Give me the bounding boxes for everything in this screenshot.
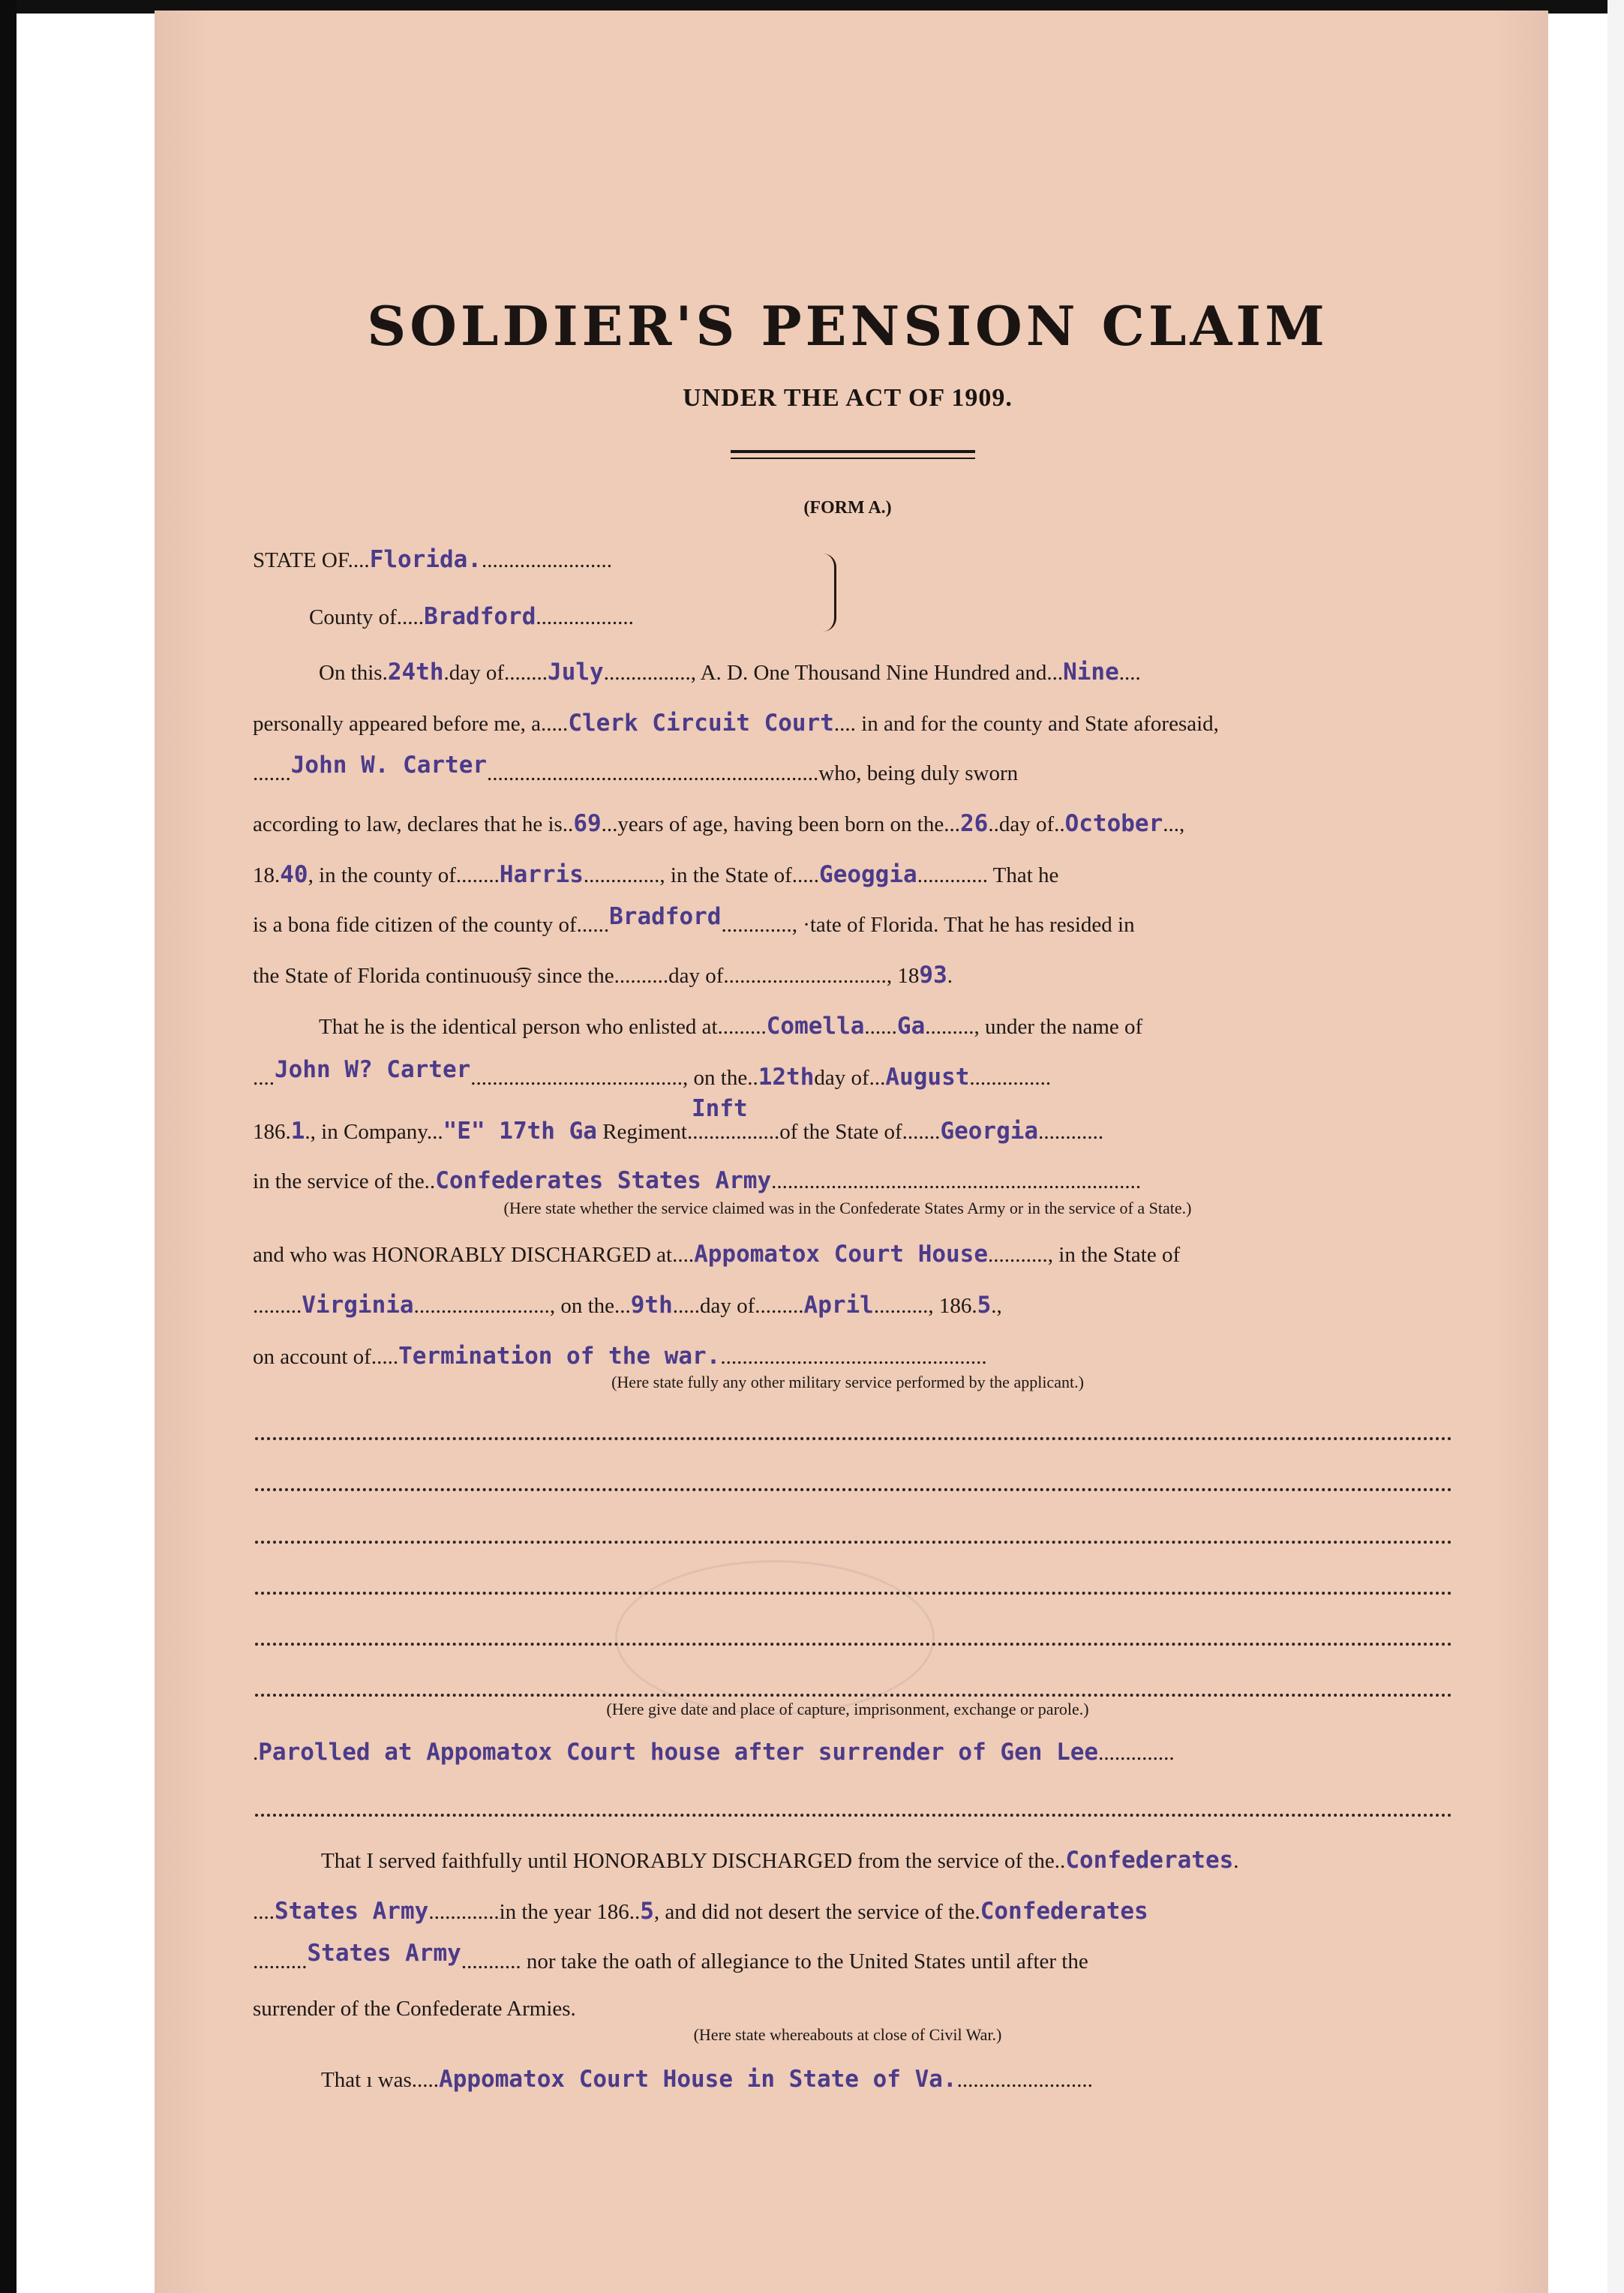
text: in the service of the.. [253,1169,436,1193]
blank-line [255,1592,1452,1595]
dots: .................. [536,605,634,629]
blank-line [255,1437,1452,1440]
text: ......................................., on the.. [470,1066,758,1090]
enlist-state: Ga [896,1013,926,1040]
scan-edge-right [1607,0,1624,2293]
text: personally appeared before me, a..... [253,712,569,736]
text: 186. [253,1120,291,1144]
text: .............., in the State of..... [583,863,820,887]
text: ........., under the name of [925,1015,1143,1039]
claimant-name-line [253,752,1453,786]
bracket [818,554,836,632]
text: . [1233,1849,1239,1873]
text: .... [1118,661,1141,685]
no-desert-branch-cont: States Army [307,1940,461,1967]
text: .... [253,1066,275,1090]
form-label: (FORM A.) [803,498,892,518]
county-value: Bradford [424,603,536,630]
text: ........... nor take the oath of allegiance to the United States until after the [461,1949,1088,1973]
reason-line [253,1343,1453,1370]
text: .............. [1098,1741,1175,1765]
birth-county: Harris [499,861,584,888]
text: ..., [1163,812,1185,836]
claimant-name: John W. Carter [290,752,488,779]
text: . [253,1741,259,1765]
discharge-place: Appomatox Court House [694,1241,989,1268]
discharge-year: 5 [977,1292,992,1319]
text: .....day of......... [672,1294,804,1318]
text: ............ [1038,1120,1104,1144]
text: ........................., on the... [413,1294,631,1318]
discharge-state: Virginia [302,1292,414,1319]
birth-month: October [1064,810,1163,837]
parole-line [253,1739,1453,1766]
text: ......................... [956,2068,1093,2092]
page-title: SOLDIER'S PENSION CLAIM [367,294,1328,358]
text: .......... [253,1949,308,1973]
oath-line [253,1940,1453,1974]
dots: ........................ [482,548,612,572]
whereabouts-line [321,2066,1521,2093]
claimant-age: 69 [573,810,602,837]
text: day of... [814,1066,886,1090]
text: ................................................. [720,1345,987,1369]
text: ............... [969,1066,1052,1090]
served-line [321,1847,1521,1874]
text: , in the county of........ [308,863,500,887]
served-year: 5 [640,1898,654,1925]
text: .............................................................who, being duly sworn [487,761,1019,785]
officer-title: Clerk Circuit Court [568,710,834,737]
surrender-line: surrender of the Confederate Armies. [253,1997,576,2021]
birth-year: 40 [280,861,308,888]
text: ..........., in the State of [988,1243,1181,1267]
text: ................, A. D. One Thousand Nine Hundred and... [603,661,1064,685]
residence-line [253,962,1453,989]
birth-day: 26 [960,810,989,837]
service-branch: Confederates States Army [435,1167,772,1194]
state-value: Florida. [369,546,482,573]
text: ..day of.. [988,812,1065,836]
text: , and did not desert the service of the. [653,1900,980,1924]
company-line [253,1118,1453,1145]
text: .........., 186. [873,1294,977,1318]
text: on account of..... [253,1345,399,1369]
text: ............. That he [917,863,1059,887]
text: .... [253,1900,275,1924]
text: ...years of age, having been born on the... [601,812,960,836]
text: ............., ·tate of Florida. That he has resided in [721,913,1135,937]
regiment-state: Georgia [940,1118,1039,1145]
citizen-line [253,903,1453,938]
county-label: County of..... [309,605,425,629]
served-branch-cont: States Army [275,1898,429,1925]
blank-line [255,1488,1452,1491]
text: That I served faithfully until HONORABLY DISCHARGED from the service of the.. [321,1849,1066,1873]
title-rule-thin [731,458,975,459]
birthplace-line [253,861,1453,888]
residence-year: 93 [919,962,947,989]
officer-line [253,710,1453,737]
enlist-name-line [253,1056,1453,1091]
discharge-day: 9th [630,1292,673,1319]
text: and who was HONORABLY DISCHARGED at.... [253,1243,695,1267]
text: That he is the identical person who enlisted at......... [319,1015,767,1039]
blank-line [255,1814,1452,1817]
county-line [309,603,1509,630]
discharge-reason: Termination of the war. [398,1343,721,1370]
discharge-date-line [253,1292,1453,1319]
served-year-line [253,1898,1453,1925]
age-line [253,810,1453,837]
text: . [947,964,953,988]
state-line [253,546,1453,573]
service-line [253,1167,1453,1194]
page-subtitle: UNDER THE ACT OF 1909. [683,384,1013,412]
note-service: (Here state whether the service claimed was in the Confederate States Army or in the service of a State.) [503,1199,1192,1217]
sworn-month: July [548,659,604,686]
date-line [319,659,1519,686]
blank-line [255,1643,1452,1646]
note-capture: (Here give date and place of capture, imprisonment, exchange or parole.) [606,1700,1089,1718]
note-military: (Here state fully any other military service performed by the applicant.) [611,1373,1084,1391]
text: 18. [253,863,281,887]
served-branch: Confederates [1065,1847,1234,1874]
text: ......... [253,1294,302,1318]
text: ....... [253,761,291,785]
text: .... in and for the county and State aforesaid, [833,712,1219,736]
text: Regiment.................of the State of....... [596,1120,941,1144]
discharge-month: April [803,1292,874,1319]
whereabouts: Appomatox Court House in State of Va. [439,2066,957,2093]
text: ...... [864,1015,897,1039]
enlist-place: Comella [766,1013,865,1040]
text: is a bona fide citizen of the county of...... [253,913,610,937]
scan-edge-left [0,0,17,2293]
blank-line [255,1541,1452,1544]
parole-detail: Parolled at Appomatox Court house after surrender of Gen Lee [258,1739,1099,1766]
text: ., [991,1294,1002,1318]
title-rule-thick [731,450,975,453]
text: according to law, declares that he is.. [253,812,574,836]
no-desert-branch: Confederates [980,1898,1148,1925]
enlist-year: 1 [290,1118,305,1145]
text: .day of........ [443,661,548,685]
text: the State of Florida continuous͡y since the..........day of.............................., 18 [253,964,920,988]
enlisted-line [319,1013,1519,1040]
text: .................................................................... [771,1169,1142,1193]
text: .............in the year 186.. [428,1900,641,1924]
enlist-name: John W? Carter [275,1056,471,1083]
citizen-county: Bradford [609,903,722,930]
state-label: STATE OF.... [253,548,370,572]
text: ., in Company... [305,1120,443,1144]
note-whereabouts: (Here state whereabouts at close of Civil War.) [693,2025,1002,2044]
faded-seal-mark [615,1560,935,1715]
text: That ı was..... [321,2068,440,2092]
enlist-day: 12th [758,1064,815,1091]
company: "E" 17th Ga [443,1118,597,1145]
blank-line [255,1694,1452,1697]
sworn-year: Nine [1063,659,1119,686]
birth-state: Geoggia [819,861,917,888]
sworn-day: 24th [387,659,444,686]
text: On this. [319,661,388,685]
discharge-line [253,1241,1453,1268]
enlist-month: August [885,1064,970,1091]
unit-type: Inft [692,1095,748,1122]
